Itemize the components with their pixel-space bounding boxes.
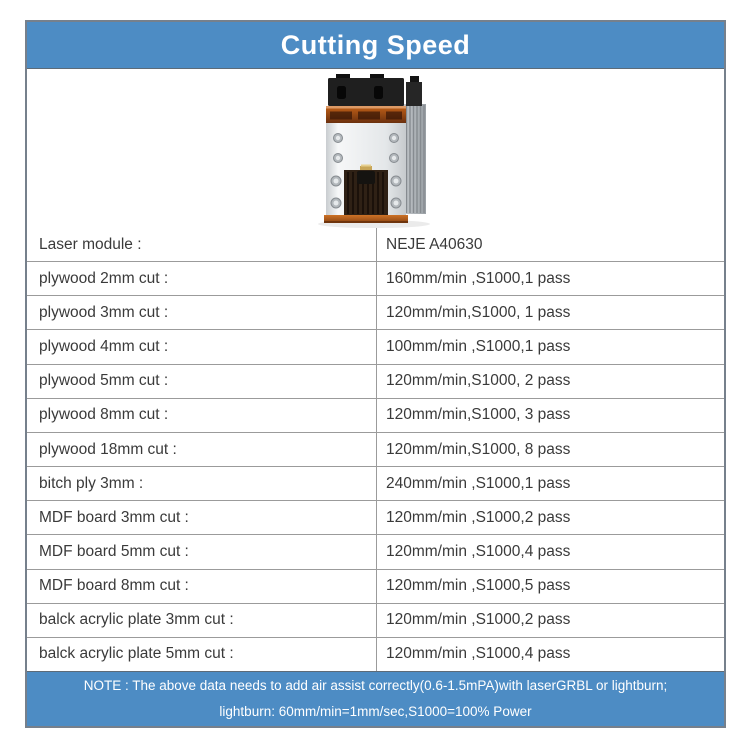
table-row	[27, 500, 724, 534]
material-label: plywood 2mm cut :	[27, 262, 377, 295]
table-row	[27, 432, 724, 466]
material-label: plywood 5mm cut :	[27, 365, 377, 398]
laser-module-image	[310, 74, 442, 228]
speed-value: 120mm/min ,S1000,4 pass	[386, 542, 571, 560]
table-row	[27, 398, 724, 432]
table-row	[27, 534, 724, 568]
material-label: Laser module :	[27, 228, 377, 261]
table-row	[27, 569, 724, 603]
material-label: balck acrylic plate 3mm cut :	[27, 604, 377, 637]
speed-value: 120mm/min,S1000, 2 pass	[386, 372, 571, 390]
product-image-area	[27, 69, 724, 228]
speed-value: 120mm/min ,S1000,2 pass	[386, 508, 571, 526]
table-row	[27, 228, 724, 261]
speed-value: 120mm/min,S1000, 3 pass	[386, 406, 571, 424]
speed-value: 120mm/min,S1000, 1 pass	[386, 303, 571, 321]
table-row	[27, 364, 724, 398]
speed-value: 120mm/min,S1000, 8 pass	[386, 440, 571, 458]
footer-note	[27, 671, 724, 726]
speed-value: 120mm/min ,S1000,4 pass	[386, 645, 571, 663]
table-row	[27, 329, 724, 363]
material-label: balck acrylic plate 5mm cut :	[27, 638, 377, 671]
table-row	[27, 466, 724, 500]
speed-value: 240mm/min ,S1000,1 pass	[386, 474, 571, 492]
table-row	[27, 603, 724, 637]
footer-note-line1: NOTE : The above data needs to add air assist correctly(0.6-1.5mPA)with laserGRBL or lightburn;	[83, 678, 668, 693]
speed-value: 120mm/min ,S1000,5 pass	[386, 577, 571, 595]
material-label: MDF board 8mm cut :	[27, 570, 377, 603]
table-row	[27, 295, 724, 329]
table-row	[27, 261, 724, 295]
speed-value: 100mm/min ,S1000,1 pass	[386, 338, 571, 356]
material-label: plywood 18mm cut :	[27, 433, 377, 466]
speed-value: 160mm/min ,S1000,1 pass	[386, 269, 571, 287]
material-label: plywood 8mm cut :	[27, 399, 377, 432]
table-row	[27, 637, 724, 671]
spec-table	[27, 228, 724, 671]
material-label: plywood 3mm cut :	[27, 296, 377, 329]
page-title: Cutting Speed	[27, 22, 724, 69]
material-label: MDF board 5mm cut :	[27, 535, 377, 568]
material-label: bitch ply 3mm :	[27, 467, 377, 500]
material-label: plywood 4mm cut :	[27, 330, 377, 363]
spec-panel	[25, 20, 726, 728]
material-label: MDF board 3mm cut :	[27, 501, 377, 534]
speed-value: 120mm/min ,S1000,2 pass	[386, 611, 571, 629]
footer-note-line2: lightburn: 60mm/min=1mm/sec,S1000=100% Power	[219, 704, 532, 719]
speed-value: NEJE A40630	[386, 235, 483, 253]
